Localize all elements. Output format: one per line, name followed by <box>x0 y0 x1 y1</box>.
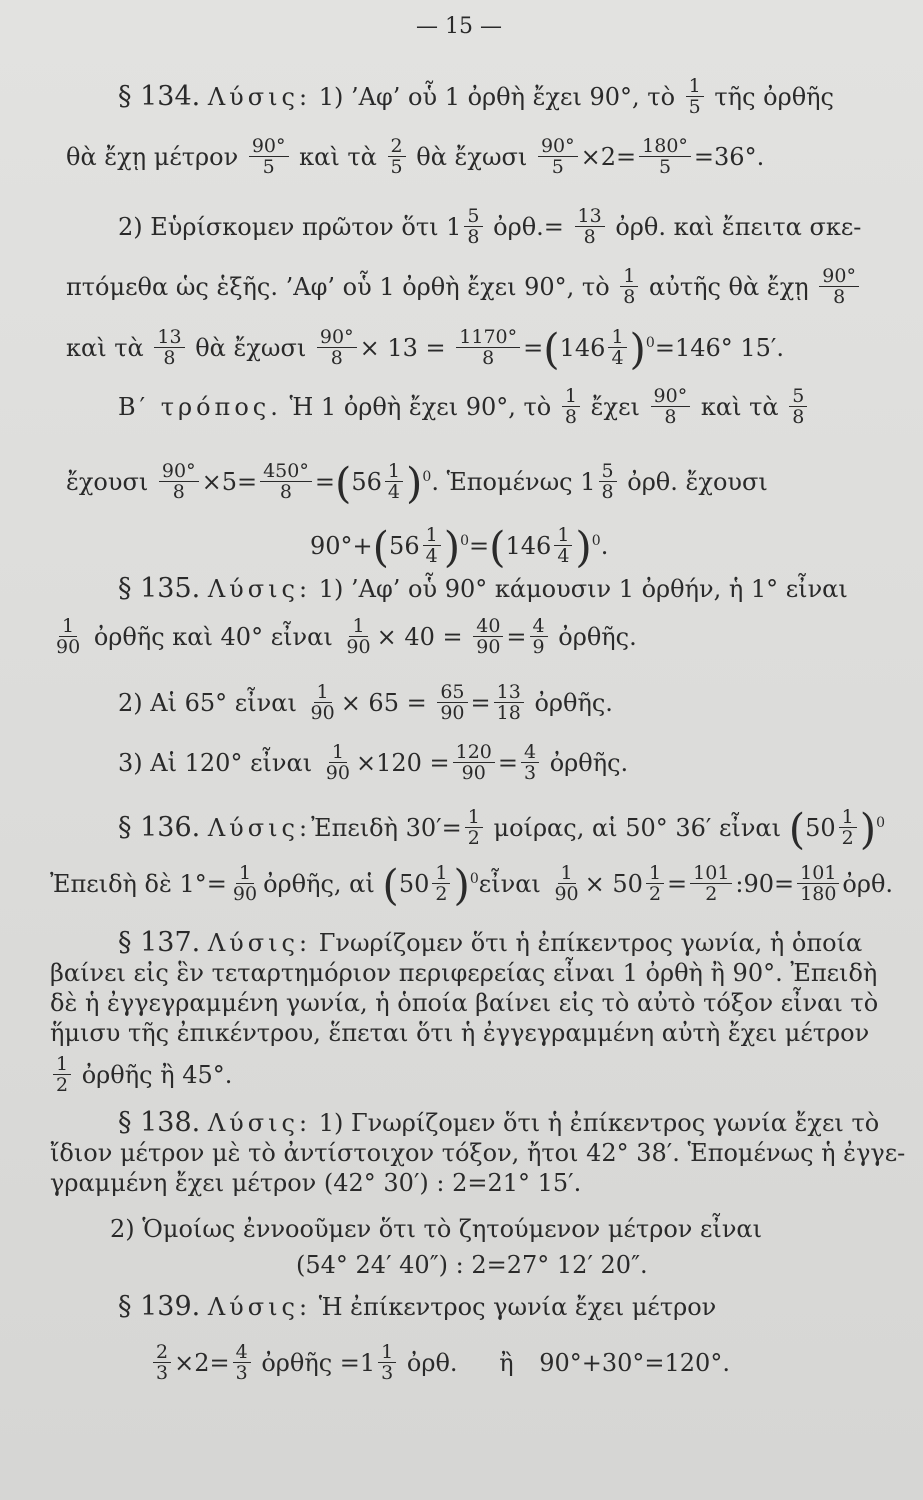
s136-lysis: Λύσις: <box>207 814 312 842</box>
text: ὀρθ. ἔχουσι <box>627 468 768 496</box>
numerator: 4 <box>530 616 548 637</box>
s135-line3 <box>118 681 613 725</box>
denominator: 5 <box>658 156 672 178</box>
denominator: 8 <box>601 481 614 503</box>
text: = <box>506 623 527 651</box>
fraction <box>260 461 312 502</box>
numerator: 13 <box>154 327 184 348</box>
s139-head: § 139. <box>118 1291 201 1322</box>
fraction <box>620 266 638 307</box>
numerator: 65 <box>437 682 467 703</box>
text: 56 <box>389 532 420 560</box>
fraction <box>385 461 403 502</box>
text: Ἡ ἐπίκεντρος γωνία ἔχει μέτρον <box>318 1293 717 1321</box>
text: θὰ ἔχῃ μέτρον <box>66 143 239 171</box>
text: 146 <box>559 334 606 362</box>
numerator: 1170° <box>456 327 520 348</box>
text: ὀρθῆς καὶ 40° εἶναι <box>93 623 333 651</box>
numerator: 1 <box>554 525 572 546</box>
text: . <box>600 532 609 560</box>
numerator: 90° <box>651 386 691 407</box>
degree-mark: 0 <box>422 469 432 485</box>
text: = <box>497 749 518 777</box>
numerator: 1 <box>608 327 626 348</box>
text: θὰ ἔχωσι <box>416 143 528 171</box>
fraction <box>690 863 732 904</box>
text: . Ἑπομένως 1 <box>431 468 596 496</box>
parenthesis: ) <box>629 324 646 374</box>
parenthesis: ( <box>382 860 399 910</box>
text: ὀρθ. <box>842 870 894 898</box>
denominator: 90 <box>346 636 371 658</box>
denominator: 2 <box>648 883 662 905</box>
text: ἔχει <box>590 393 640 421</box>
text: ὀρθ.= <box>493 213 564 241</box>
s137-line2: βαίνει εἰς ἓν τεταρτημόριον περιφερείας εἶναι 1 ὀρθὴ ἢ 90°. Ἐπειδὴ <box>50 959 878 987</box>
fraction <box>819 266 859 307</box>
s134-line1 <box>118 75 834 119</box>
denominator: 5 <box>688 96 701 118</box>
parenthesis: ( <box>788 804 806 854</box>
fraction <box>551 863 581 904</box>
fraction <box>154 327 184 368</box>
denominator: 5 <box>390 156 403 178</box>
text: καὶ τὰ <box>299 143 377 171</box>
fraction <box>233 1342 251 1383</box>
degree-mark: 0 <box>876 815 886 831</box>
denominator: 8 <box>482 347 495 369</box>
s134-line4 <box>66 265 862 309</box>
numerator: 5 <box>599 461 617 482</box>
fraction <box>575 206 605 247</box>
s137-line5 <box>50 1053 233 1097</box>
denominator: 4 <box>425 545 438 567</box>
denominator: 8 <box>623 286 636 308</box>
s134-line5 <box>66 324 785 374</box>
s137-line3: δὲ ἡ ἐγγεγραμμένη γωνία, ἡ ὁποία βαίνει εἰς τὸ αὐτὸ τόξον εἶναι τὸ <box>50 989 879 1017</box>
text: ὀρθ. καὶ ἔπειτα σκε- <box>615 213 862 241</box>
numerator: 1 <box>349 616 367 637</box>
fraction <box>494 682 524 723</box>
numerator: 13 <box>494 682 524 703</box>
fraction <box>317 327 357 368</box>
text: × 40 = <box>376 623 463 651</box>
s138-line4: 2) Ὁμοίως ἐννοοῦμεν ὅτι τὸ ζητούμενον μέτρον εἶναι <box>110 1215 763 1243</box>
parenthesis: ) <box>443 522 461 572</box>
text: ×2= <box>174 1349 230 1377</box>
denominator: 3 <box>523 762 537 784</box>
numerator: 2 <box>153 1342 171 1363</box>
s137-lysis: Λύσις: <box>207 929 312 957</box>
numerator: 1 <box>236 863 254 884</box>
denominator: 180 <box>800 883 837 905</box>
numerator: 450° <box>260 461 312 482</box>
parenthesis: ) <box>453 860 470 910</box>
s139-line2 <box>150 1341 730 1385</box>
text: Ἐπειδὴ 30′= <box>311 814 462 842</box>
denominator: 90 <box>232 883 258 905</box>
denominator: 8 <box>279 481 293 503</box>
text: 2) Εὑρίσκομεν πρῶτον ὅτι 1 <box>118 213 462 241</box>
denominator: 2 <box>435 883 448 905</box>
numerator: 101 <box>797 863 839 884</box>
fraction <box>249 136 289 177</box>
fraction <box>308 682 338 723</box>
fraction <box>686 76 704 117</box>
text: 90°+ <box>310 532 373 560</box>
denominator: 8 <box>330 347 343 369</box>
denominator: 5 <box>551 156 564 178</box>
numerator: 90° <box>249 136 289 157</box>
fraction <box>554 525 572 566</box>
numerator: 2 <box>388 136 406 157</box>
text: θὰ ἔχωσι <box>195 334 307 362</box>
denominator: 2 <box>705 883 718 905</box>
denominator: 90 <box>461 762 486 784</box>
denominator: 5 <box>262 156 275 178</box>
parenthesis: ( <box>334 458 352 508</box>
s135-line1 <box>118 574 848 604</box>
denominator: 8 <box>172 481 185 503</box>
numerator: 40 <box>473 616 503 637</box>
denominator: 90 <box>56 636 81 658</box>
denominator: 4 <box>387 481 400 503</box>
page-number: — 15 — <box>416 14 502 39</box>
numerator: 1 <box>423 525 441 546</box>
numerator: 180° <box>639 136 691 157</box>
numerator: 1 <box>59 616 77 637</box>
text: × 65 = <box>340 689 427 717</box>
text: :90= <box>735 870 795 898</box>
denominator: 8 <box>833 286 846 308</box>
numerator: 1 <box>686 76 704 97</box>
fraction <box>797 863 839 904</box>
fraction <box>53 1054 71 1095</box>
text: ὀρθῆς. <box>558 623 637 651</box>
numerator: 1 <box>378 1342 396 1363</box>
numerator: 5 <box>789 386 807 407</box>
s134-b-head: Β′ τρόπος. <box>118 393 282 421</box>
text: εἶναι <box>478 870 541 898</box>
numerator: 1 <box>53 1054 71 1075</box>
denominator: 90 <box>310 702 335 724</box>
text: ὀρθῆς, αἱ <box>263 870 375 898</box>
numerator: 1 <box>329 742 347 763</box>
s138-line2: ἴδιον μέτρον μὲ τὸ ἀντίστοιχον τόξον, ἤτοι 42° 38′. Ἑπομένως ἡ ἐγγε- <box>50 1139 906 1167</box>
fraction <box>839 807 857 848</box>
s135-line4 <box>118 741 629 785</box>
text: 50 <box>398 870 430 898</box>
numerator: 1 <box>385 461 403 482</box>
s138-head: § 138. <box>118 1107 201 1138</box>
s136-line2 <box>50 860 894 910</box>
fraction <box>153 1342 171 1383</box>
denominator: 3 <box>235 1362 248 1384</box>
numerator: 1 <box>839 807 857 828</box>
text: ἢ <box>499 1349 514 1377</box>
s134-line2 <box>66 135 765 179</box>
text: αὐτῆς θὰ ἔχῃ <box>649 273 809 301</box>
fraction <box>53 616 83 657</box>
text: × 13 = <box>359 334 446 362</box>
text: ×5= <box>201 468 258 496</box>
fraction <box>437 682 467 723</box>
denominator: 8 <box>163 347 176 369</box>
fraction <box>639 136 691 177</box>
parenthesis: ( <box>489 522 506 572</box>
numerator: 90° <box>538 136 578 157</box>
text: ἔχουσι <box>66 468 149 496</box>
text: Ἡ 1 ὀρθὴ ἔχει 90°, τὸ <box>289 393 552 421</box>
s137-line1 <box>118 928 862 958</box>
s134-line3 <box>118 205 862 249</box>
text: =36°. <box>693 143 765 171</box>
denominator: 90 <box>554 883 579 905</box>
text: 3) Αἱ 120° εἶναι <box>118 749 313 777</box>
text: 90°+30°=120°. <box>539 1349 730 1377</box>
s134-lysis: Λύσις: <box>207 83 312 111</box>
text: πτόμεθα ὡς ἑξῆς. ’Αφ’ οὗ 1 ὀρθὴ ἔχει 90°, τὸ <box>66 273 610 301</box>
numerator: 1 <box>646 863 664 884</box>
degree-mark: 0 <box>591 533 601 549</box>
numerator: 13 <box>575 206 605 227</box>
fraction <box>608 327 626 368</box>
parenthesis: ) <box>859 804 877 854</box>
text: = <box>470 689 491 717</box>
text: 2) Αἱ 65° εἶναι <box>118 689 297 717</box>
parenthesis: ) <box>406 458 423 508</box>
s134-b-line3 <box>310 522 609 572</box>
s134-head: § 134. <box>118 81 201 112</box>
text: = <box>314 468 335 496</box>
s135-line2 <box>50 615 637 659</box>
numerator: 1 <box>558 863 576 884</box>
s138-lysis: Λύσις: <box>207 1109 312 1137</box>
text: 146 <box>505 532 552 560</box>
text: ὀρθῆς ἢ 45°. <box>81 1061 233 1089</box>
s134-b-line2 <box>66 458 768 508</box>
fraction <box>159 461 199 502</box>
denominator: 3 <box>156 1362 169 1384</box>
s136-line1 <box>118 804 886 854</box>
s138-line1 <box>118 1108 879 1138</box>
text: Γνωρίζομεν ὅτι ἡ ἐπίκεντρος γωνία, ἡ ὁποία <box>318 929 863 957</box>
denominator: 8 <box>583 226 596 248</box>
fraction <box>388 136 406 177</box>
s136-head: § 136. <box>118 812 201 843</box>
denominator: 8 <box>564 406 577 428</box>
text: × 50 <box>584 870 643 898</box>
denominator: 8 <box>467 226 480 248</box>
text: 56 <box>351 468 382 496</box>
fraction <box>530 616 548 657</box>
s137-line4: ἥμισυ τῆς ἐπικέντρου, ἕπεται ὅτι ἡ ἐγγεγραμμένη αὐτὴ ἔχει μέτρον <box>50 1019 870 1047</box>
numerator: 5 <box>464 206 482 227</box>
s135-lysis: Λύσις: <box>207 575 312 603</box>
text: = <box>469 532 490 560</box>
numerator: 1 <box>620 266 638 287</box>
s135-head: § 135. <box>118 573 201 604</box>
denominator: 90 <box>476 636 501 658</box>
s139-line1 <box>118 1292 716 1322</box>
s138-line3: γραμμένη ἔχει μέτρον (42° 30′) : 2=21° 15′. <box>50 1169 582 1197</box>
denominator: 4 <box>557 545 570 567</box>
text: τῆς ὀρθῆς <box>714 83 834 111</box>
numerator: 4 <box>233 1342 251 1363</box>
text: 1) Γνωρίζομεν ὅτι ἡ ἐπίκεντρος γωνία ἔχει τὸ <box>318 1109 880 1137</box>
fraction <box>453 742 495 783</box>
fraction <box>323 742 353 783</box>
fraction <box>599 461 617 502</box>
fraction <box>423 525 441 566</box>
text: 50 <box>805 814 836 842</box>
denominator: 2 <box>467 827 480 849</box>
parenthesis: ) <box>575 522 592 572</box>
parenthesis: ( <box>543 324 560 374</box>
degree-mark: 0 <box>460 533 469 549</box>
denominator: 8 <box>664 406 677 428</box>
denominator: 2 <box>56 1074 69 1096</box>
numerator: 1 <box>562 386 580 407</box>
numerator: 90° <box>159 461 199 482</box>
s134-b-line1 <box>118 385 810 429</box>
text: ×120 = <box>355 749 450 777</box>
fraction <box>464 206 482 247</box>
text: 1) ’Αφ’ οὗ 1 ὀρθὴ ἔχει 90°, τὸ <box>318 83 676 111</box>
fraction <box>562 386 580 427</box>
fraction <box>651 386 691 427</box>
numerator: 120 <box>453 742 495 763</box>
text: ×2= <box>580 143 637 171</box>
parenthesis: ( <box>372 522 390 572</box>
denominator: 9 <box>532 636 545 658</box>
text: ὀρθῆς. <box>549 749 629 777</box>
numerator: 101 <box>690 863 732 884</box>
numerator: 1 <box>432 863 450 884</box>
text: = <box>667 870 688 898</box>
fraction <box>473 616 503 657</box>
numerator: 90° <box>317 327 357 348</box>
fraction <box>521 742 539 783</box>
denominator: 4 <box>611 347 624 369</box>
text: Ἐπειδὴ δὲ 1°= <box>50 870 227 898</box>
fraction <box>456 327 520 368</box>
text: μοίρας, αἱ 50° 36′ εἶναι <box>493 814 782 842</box>
numerator: 1 <box>465 807 483 828</box>
denominator: 18 <box>496 702 521 724</box>
denominator: 90 <box>325 762 350 784</box>
text: καὶ τὰ <box>66 334 144 362</box>
denominator: 2 <box>841 827 854 849</box>
degree-mark: 0 <box>645 335 655 351</box>
fraction <box>432 863 450 904</box>
fraction <box>230 863 260 904</box>
fraction <box>789 386 807 427</box>
numerator: 90° <box>819 266 859 287</box>
denominator: 8 <box>792 406 805 428</box>
s139-lysis: Λύσις: <box>207 1293 312 1321</box>
fraction <box>538 136 578 177</box>
text: ὀρθῆς. <box>534 689 613 717</box>
fraction <box>646 863 664 904</box>
numerator: 4 <box>521 742 539 763</box>
text: ὀρθ. <box>406 1349 458 1377</box>
text: 1) ’Αφ’ οὗ 90° κάμουσιν 1 ὀρθήν, ἡ 1° εἶναι <box>318 575 848 603</box>
s137-head: § 137. <box>118 927 201 958</box>
denominator: 90 <box>440 702 465 724</box>
text: καὶ τὰ <box>700 393 779 421</box>
fraction <box>465 807 483 848</box>
fraction <box>343 616 373 657</box>
text: =146° 15′. <box>654 334 785 362</box>
s138-line5: (54° 24′ 40″) : 2=27° 12′ 20″. <box>296 1251 648 1279</box>
text: ὀρθῆς =1 <box>261 1349 376 1377</box>
degree-mark: 0 <box>469 871 479 887</box>
text: = <box>523 334 544 362</box>
fraction <box>378 1342 396 1383</box>
denominator: 3 <box>381 1362 394 1384</box>
numerator: 1 <box>314 682 332 703</box>
